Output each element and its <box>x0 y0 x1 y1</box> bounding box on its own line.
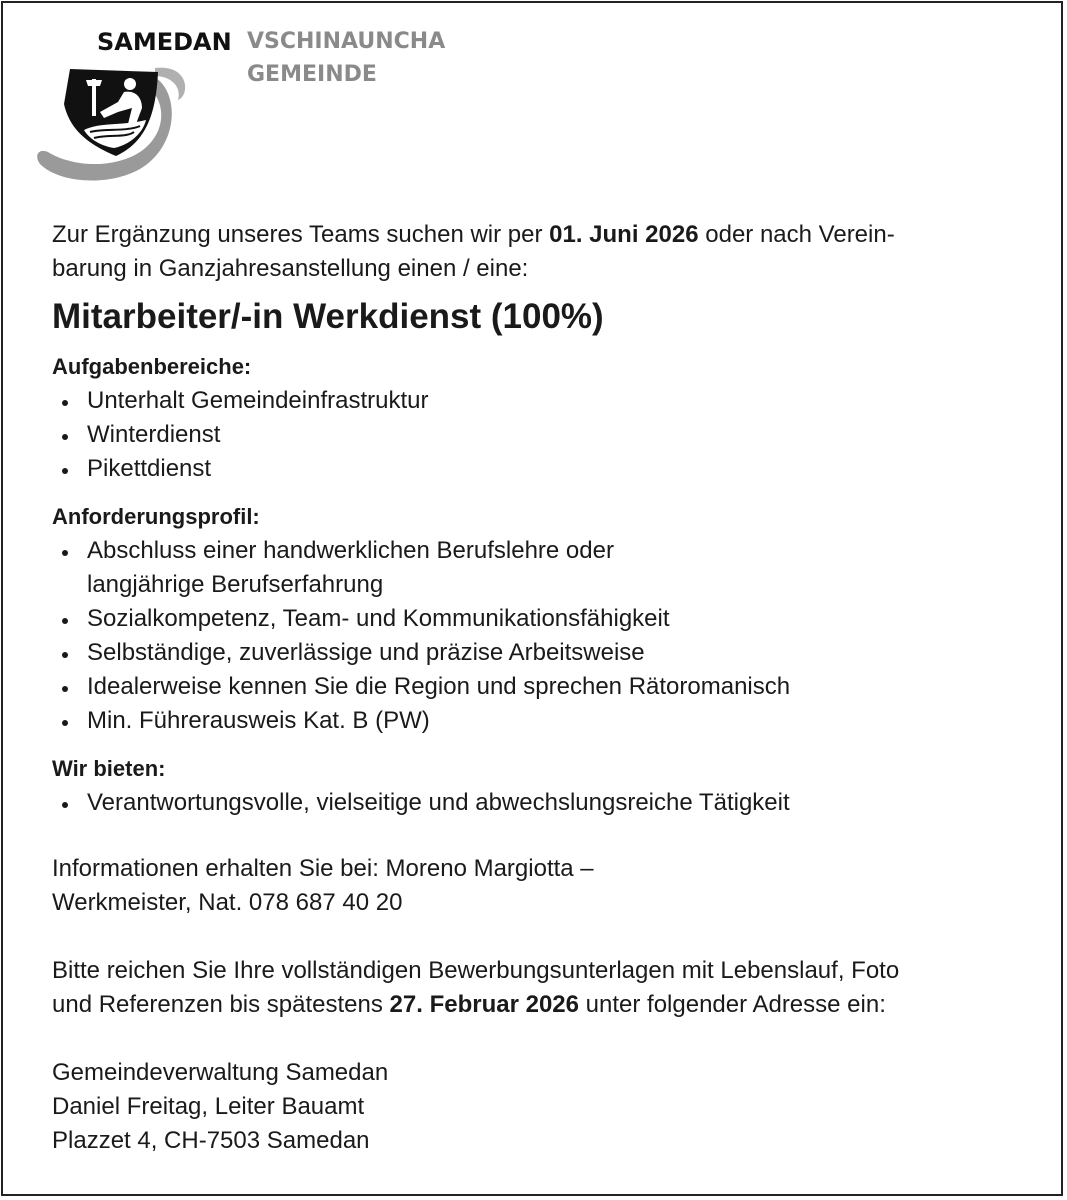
offer-list <box>52 786 1042 820</box>
brand-vschinauncha: VSCHINAUNCHA <box>247 29 446 54</box>
tasks-heading: Aufgabenbereiche: <box>52 354 252 379</box>
tasks-list <box>52 384 1042 486</box>
intro-text <box>52 218 1042 286</box>
brand-samedan: SAMEDAN <box>97 28 232 56</box>
intro-line2: barung in Ganzjahresanstellung einen / eine: <box>52 255 529 282</box>
application-suffix: unter folgender Adresse ein: <box>579 991 886 1018</box>
brand-gemeinde: GEMEINDE <box>247 62 377 87</box>
deadline-date: 27. Februar 2026 <box>389 991 579 1018</box>
list-item: Sozialkompetenz, Team- und Kommunikationsfähigkeit <box>52 602 1042 636</box>
address-line: Daniel Freitag, Leiter Bauamt <box>52 1093 365 1120</box>
offer-heading: Wir bieten: <box>52 756 166 781</box>
address-line: Plazzet 4, CH-7503 Samedan <box>52 1127 370 1154</box>
ad-content <box>52 218 1042 1158</box>
list-item-line: Abschluss einer handwerklichen Berufslehre oder <box>87 537 614 564</box>
start-date: 01. Juni 2026 <box>549 221 699 248</box>
contact-info <box>52 852 1042 920</box>
contact-line: Informationen erhalten Sie bei: Moreno Margiotta – <box>52 855 594 882</box>
contact-line: Werkmeister, Nat. 078 687 40 20 <box>52 889 403 916</box>
application-instructions <box>52 954 1042 1022</box>
intro-suffix: oder nach Verein- <box>698 221 895 248</box>
list-item: Unterhalt Gemeindeinfrastruktur <box>52 384 1042 418</box>
intro-prefix: Zur Ergänzung unseres Teams suchen wir per <box>52 221 550 248</box>
job-title: Mitarbeiter/-in Werkdienst (100%) <box>52 297 604 336</box>
address-line: Gemeindeverwaltung Samedan <box>52 1059 389 1086</box>
application-prefix: und Referenzen bis spätestens <box>52 991 390 1018</box>
list-item: Min. Führerausweis Kat. B (PW) <box>52 704 1042 738</box>
list-item: Idealerweise kennen Sie die Region und sprechen Rätoromanisch <box>52 670 1042 704</box>
list-item: Pikettdienst <box>52 452 1042 486</box>
application-line: Bitte reichen Sie Ihre vollständigen Bewerbungsunterlagen mit Lebenslauf, Foto <box>52 957 900 984</box>
list-item-line: langjährige Berufserfahrung <box>87 571 384 598</box>
list-item: Selbständige, zuverlässige und präzise Arbeitsweise <box>52 636 1042 670</box>
requirements-list <box>52 534 1042 738</box>
list-item <box>52 534 1042 602</box>
list-item: Verantwortungsvolle, vielseitige und abwechslungsreiche Tätigkeit <box>52 786 1042 820</box>
postal-address <box>52 1056 1042 1158</box>
list-item: Winterdienst <box>52 418 1042 452</box>
requirements-heading: Anforderungsprofil: <box>52 504 260 529</box>
